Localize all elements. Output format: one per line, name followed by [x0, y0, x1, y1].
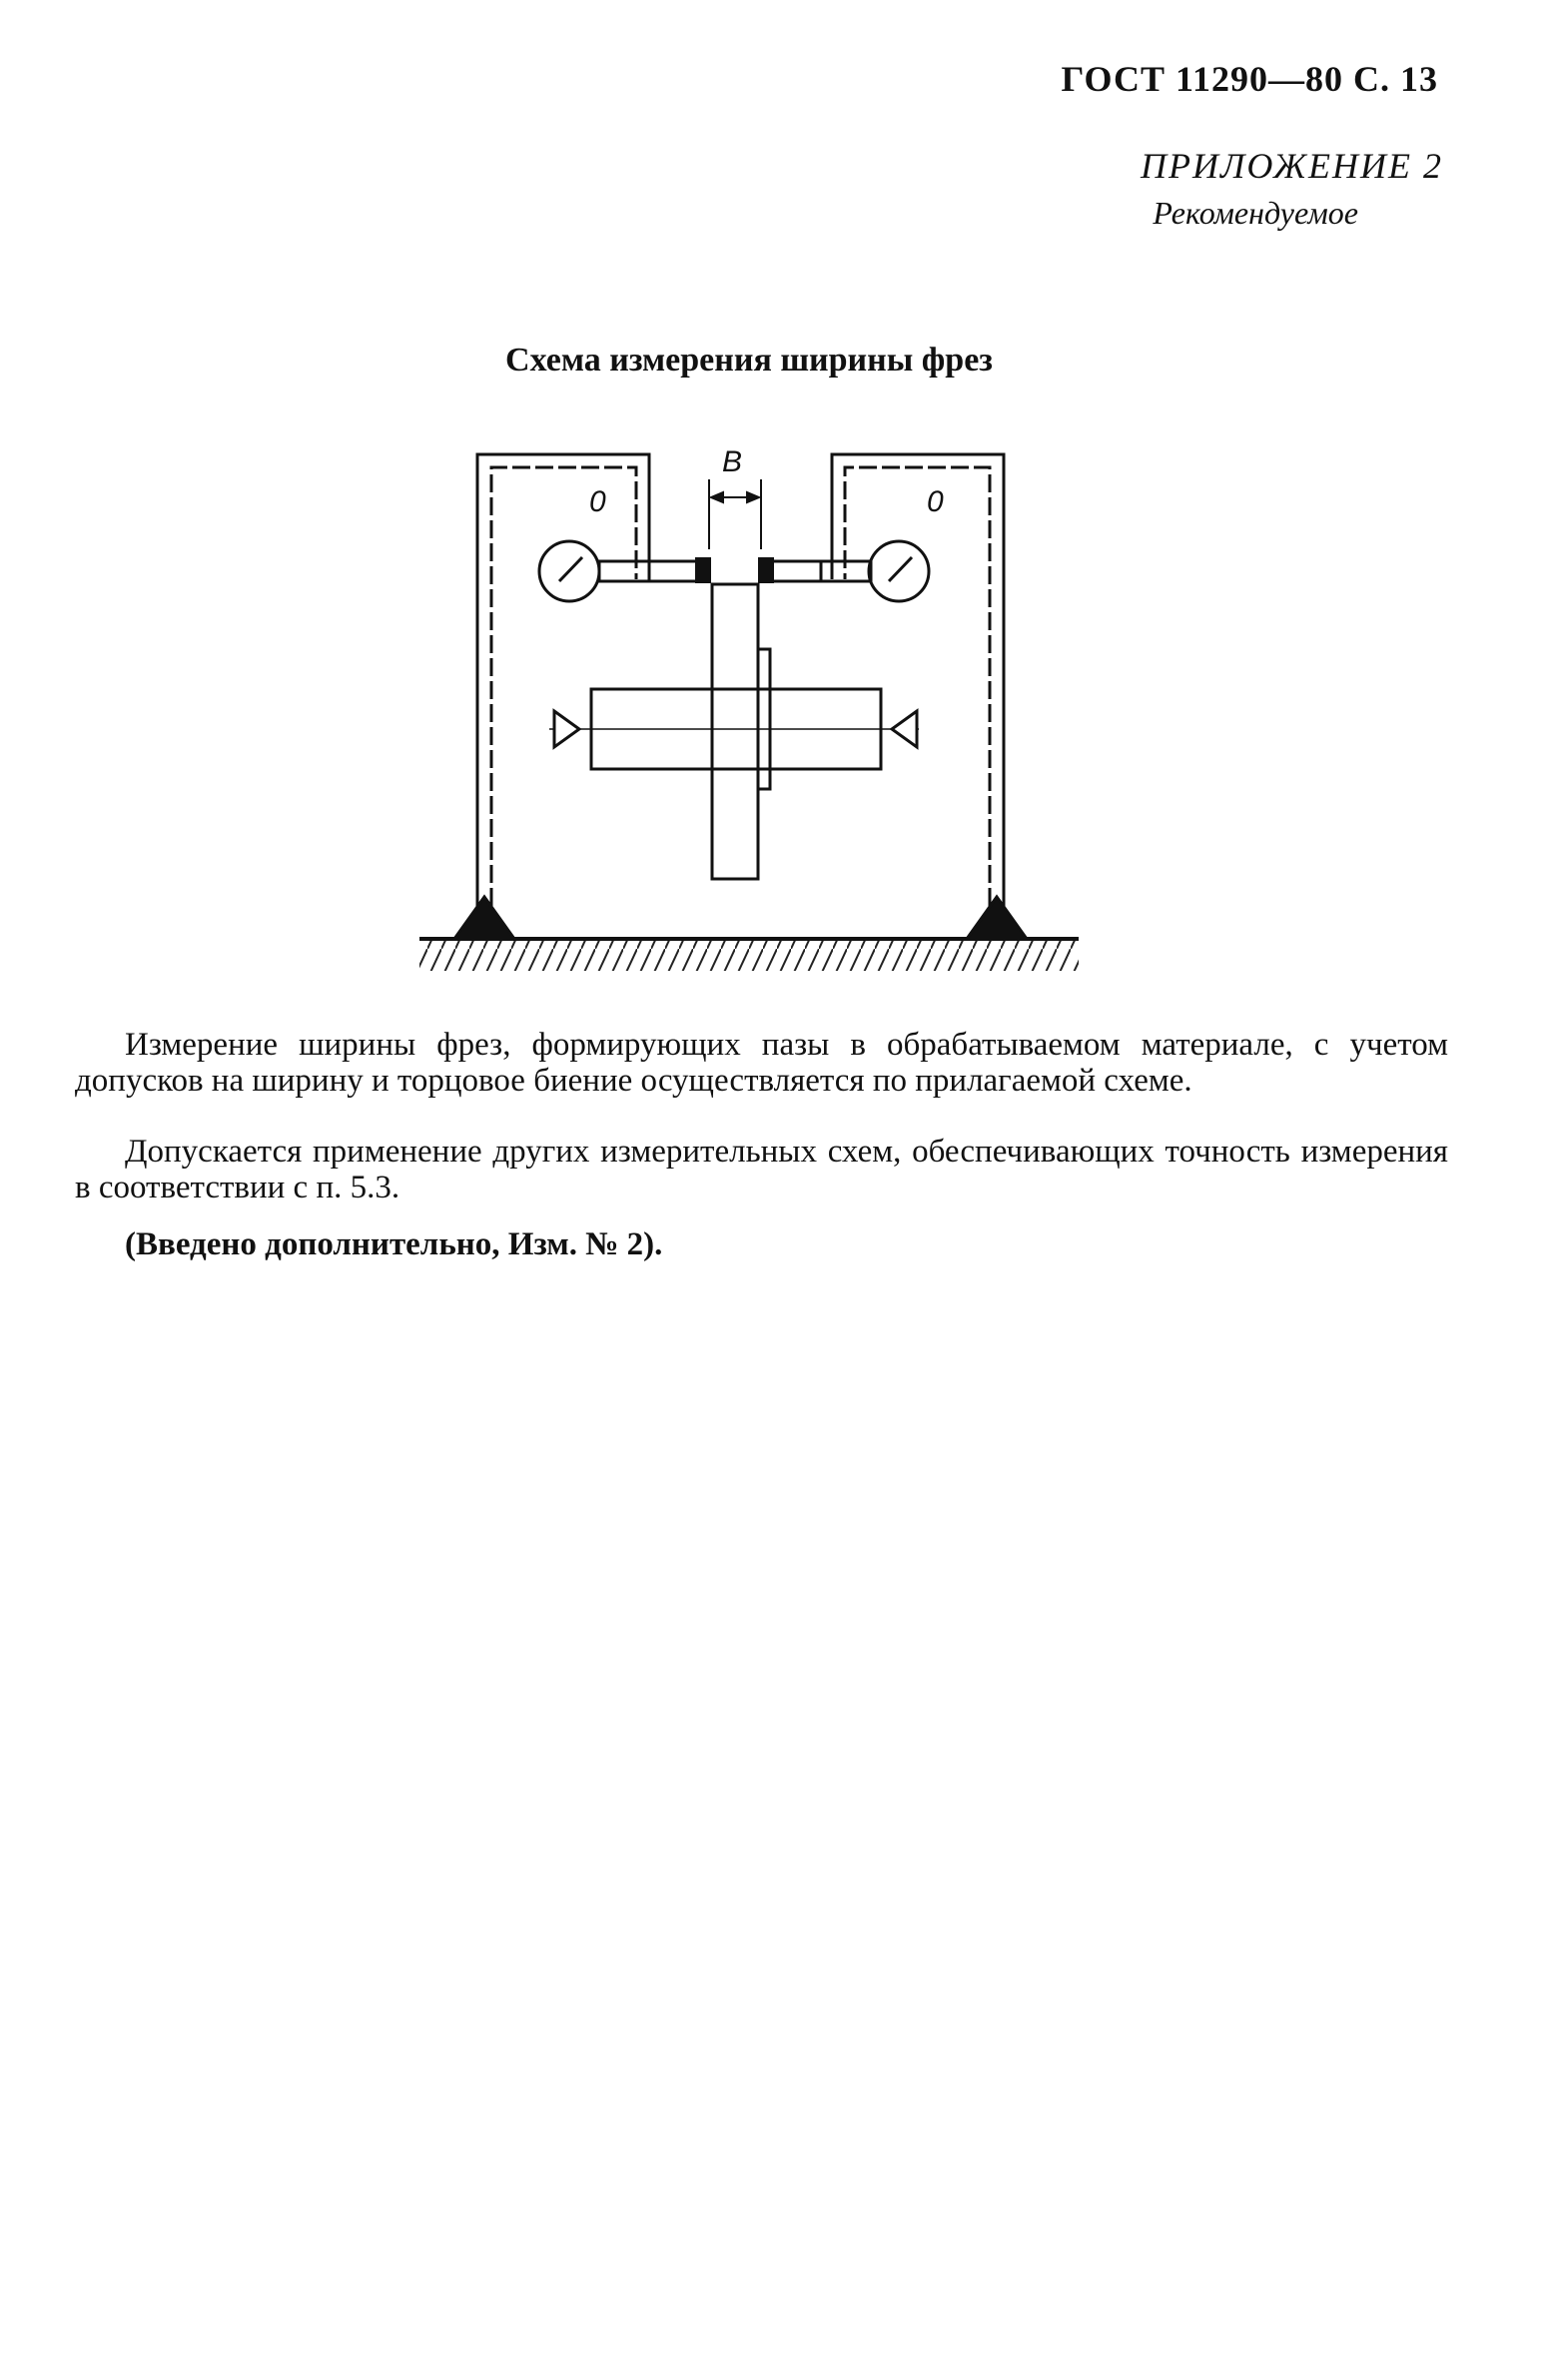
appendix-subtitle: Рекомендуемое: [1153, 195, 1358, 231]
left-stand: [454, 454, 649, 939]
paragraph-1: Измерение ширины фрез, формирующих пазы в обрабатываемом материале, с учетом допусков на ширину и торцовое биение осуществляется по прилагаемой схеме.: [75, 1027, 1448, 1099]
left-dial-gauge: [539, 541, 699, 601]
base-surface: [419, 939, 1079, 971]
cutter-disc: [712, 584, 770, 879]
right-dial-gauge: [771, 541, 929, 601]
amendment-note: (Введено дополнительно, Изм. № 2).: [125, 1226, 663, 1262]
measurement-scheme-diagram: [399, 439, 1099, 999]
contact-tips: [695, 557, 774, 583]
width-dimension: [709, 479, 761, 549]
right-stand: [832, 454, 1027, 939]
appendix-title: ПРИЛОЖЕНИЕ 2: [1141, 146, 1443, 186]
width-label: B: [722, 445, 743, 478]
scheme-title: Схема измерения ширины фрез: [505, 342, 993, 379]
paragraph-2: Допускается применение других измерительных схем, обеспечивающих точность измерения в соответствии с п. 5.3.: [75, 1134, 1448, 1205]
left-gauge-label: 0: [589, 485, 606, 518]
right-gauge-label: 0: [927, 485, 944, 518]
page-header: ГОСТ 11290—80 С. 13: [1061, 59, 1438, 99]
